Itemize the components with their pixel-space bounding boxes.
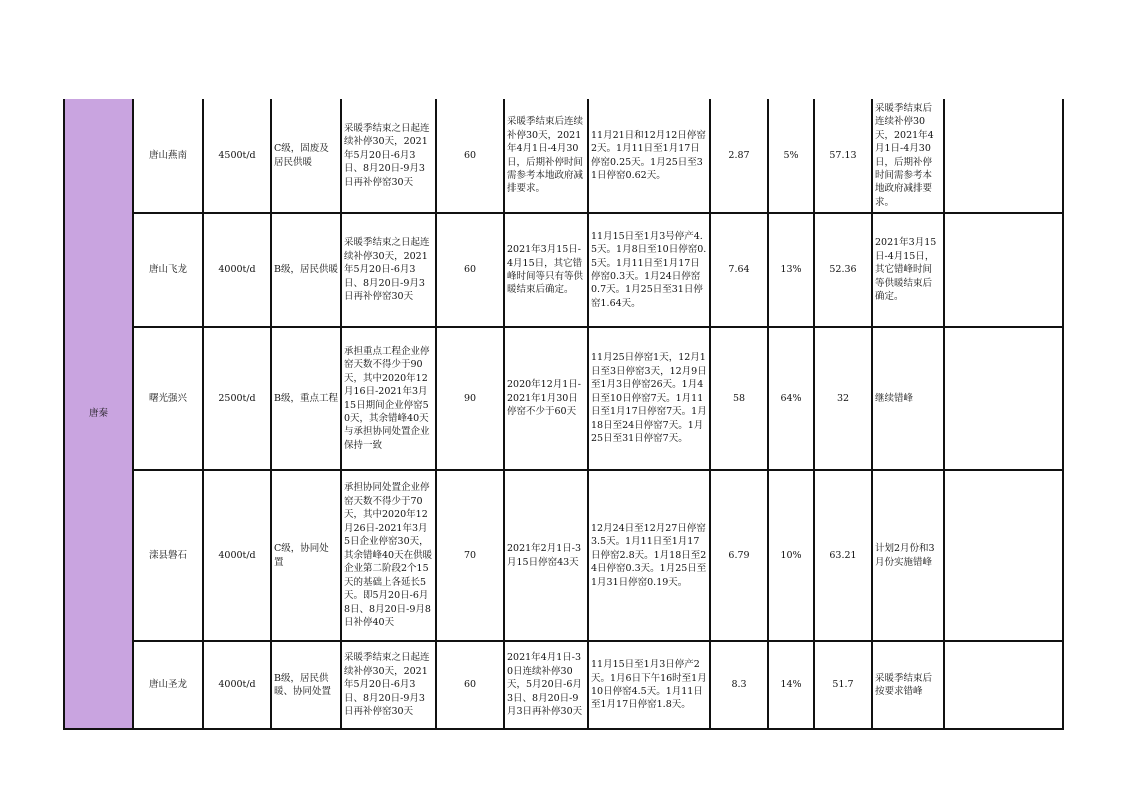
days-cell: 70 xyxy=(436,470,504,641)
schedule-cell: 2021年3月15日-4月15日，其它错峰时间等只有等供暖结束后确定。 xyxy=(504,213,588,327)
remaining-days-cell: 32 xyxy=(814,327,872,470)
remark-cell: 计划2月份和3月份实施错峰 xyxy=(872,470,944,641)
grade-cell: B级，居民供暖 xyxy=(271,213,341,327)
remaining-days-cell: 51.7 xyxy=(814,641,872,729)
stopped-days-cell: 6.79 xyxy=(710,470,768,641)
remaining-days-cell: 52.36 xyxy=(814,213,872,327)
percent-cell: 10% xyxy=(768,470,814,641)
grade-cell: B级，重点工程 xyxy=(271,327,341,470)
capacity-cell: 4000t/d xyxy=(203,470,271,641)
company-cell: 滦县磐石 xyxy=(133,470,203,641)
remaining-days-cell: 57.13 xyxy=(814,99,872,213)
table-row xyxy=(64,470,1063,641)
schedule-cell: 2021年4月1日-30日连续补停30天，5月20日-6月3日、8月20日-9月3日再补停30天 xyxy=(504,641,588,729)
percent-cell: 5% xyxy=(768,99,814,213)
remark-cell: 采暖季结束后连续补停30天，2021年4月1日-4月30日，后期补停时间需参考本地政府减排要求。 xyxy=(872,99,944,213)
extra-cell xyxy=(944,213,1063,327)
remark-cell: 采暖季结束后按要求错峰 xyxy=(872,641,944,729)
schedule-cell: 2021年2月1日-3月15日停窑43天 xyxy=(504,470,588,641)
production-schedule-table xyxy=(63,99,1064,730)
plan-cell: 承担重点工程企业停窑天数不得少于90天，其中2020年12月16日-2021年3月15日期间企业停窑50天，其余错峰40天与承担协同处置企业保持一致 xyxy=(341,327,436,470)
schedule-cell: 采暖季结束后连续补停30天，2021年4月1日-4月30日，后期补停时间需参考本地政府减排要求。 xyxy=(504,99,588,213)
extra-cell xyxy=(944,327,1063,470)
plan-cell: 采暖季结束之日起连续补停30天，2021年5月20日-6月3日、8月20日-9月3日再补停窑30天 xyxy=(341,213,436,327)
actual-stop-cell: 12月24日至12月27日停窑3.5天。1月11日至1月17日停窑2.8天。1月18日至24日停窑0.3天。1月25日至1月31日停窑0.19天。 xyxy=(588,470,710,641)
grade-cell: C级，固废及居民供暖 xyxy=(271,99,341,213)
company-cell: 唐山飞龙 xyxy=(133,213,203,327)
plan-cell: 采暖季结束之日起连续补停30天，2021年5月20日-6月3日、8月20日-9月3日再补停窑30天 xyxy=(341,99,436,213)
percent-cell: 64% xyxy=(768,327,814,470)
table-row xyxy=(64,213,1063,327)
plan-cell: 承担协同处置企业停窑天数不得少于70天，其中2020年12月26日-2021年3月5日企业停窑30天，其余错峰40天在供暖企业第二阶段2个15天的基础上各延长5天。即5月20日-6月8日、8月20日-9月8日补停40天 xyxy=(341,470,436,641)
actual-stop-cell: 11月15日至1月3号停产4.5天。1月8日至10日停窑0.5天。1月11日至1月17日停窑0.3天。1月24日停窑0.7天。1月25日至31日停窑1.64天。 xyxy=(588,213,710,327)
stopped-days-cell: 2.87 xyxy=(710,99,768,213)
schedule-cell: 2020年12月1日-2021年1月30日停窑不少于60天 xyxy=(504,327,588,470)
capacity-cell: 2500t/d xyxy=(203,327,271,470)
extra-cell xyxy=(944,99,1063,213)
grade-cell: C级，协同处置 xyxy=(271,470,341,641)
actual-stop-cell: 11月21日和12月12日停窑2天。1月11日至1月17日停窑0.25天。1月25日至31日停窑0.62天。 xyxy=(588,99,710,213)
stopped-days-cell: 58 xyxy=(710,327,768,470)
actual-stop-cell: 11月15日至1月3日停产2天。1月6日下午16时至1月10日停窑4.5天。1月11日至1月17日停窑1.8天。 xyxy=(588,641,710,729)
table-row xyxy=(64,641,1063,729)
percent-cell: 14% xyxy=(768,641,814,729)
extra-cell xyxy=(944,641,1063,729)
grade-cell: B级，居民供暖、协同处置 xyxy=(271,641,341,729)
remaining-days-cell: 63.21 xyxy=(814,470,872,641)
days-cell: 60 xyxy=(436,99,504,213)
company-cell: 唐山燕南 xyxy=(133,99,203,213)
actual-stop-cell: 11月25日停窑1天，12月1日至3日停窑3天，12月9日至1月3日停窑26天。1月4日至10日停窑7天。1月11日至1月17日停窑7天。1月18日至24日停窑7天。1月25日至31日停窑7天。 xyxy=(588,327,710,470)
capacity-cell: 4500t/d xyxy=(203,99,271,213)
company-cell: 曙光强兴 xyxy=(133,327,203,470)
capacity-cell: 4000t/d xyxy=(203,213,271,327)
table-row xyxy=(64,99,1063,213)
days-cell: 60 xyxy=(436,213,504,327)
percent-cell: 13% xyxy=(768,213,814,327)
remark-cell: 2021年3月15日-4月15日，其它错峰时间等供暖结束后确定。 xyxy=(872,213,944,327)
capacity-cell: 4000t/d xyxy=(203,641,271,729)
remark-cell: 继续错峰 xyxy=(872,327,944,470)
company-cell: 唐山圣龙 xyxy=(133,641,203,729)
stopped-days-cell: 8.3 xyxy=(710,641,768,729)
days-cell: 60 xyxy=(436,641,504,729)
region-cell: 唐秦 xyxy=(64,99,133,729)
days-cell: 90 xyxy=(436,327,504,470)
table-row xyxy=(64,327,1063,470)
stopped-days-cell: 7.64 xyxy=(710,213,768,327)
extra-cell xyxy=(944,470,1063,641)
plan-cell: 采暖季结束之日起连续补停30天，2021年5月20日-6月3日、8月20日-9月3日再补停窑30天 xyxy=(341,641,436,729)
